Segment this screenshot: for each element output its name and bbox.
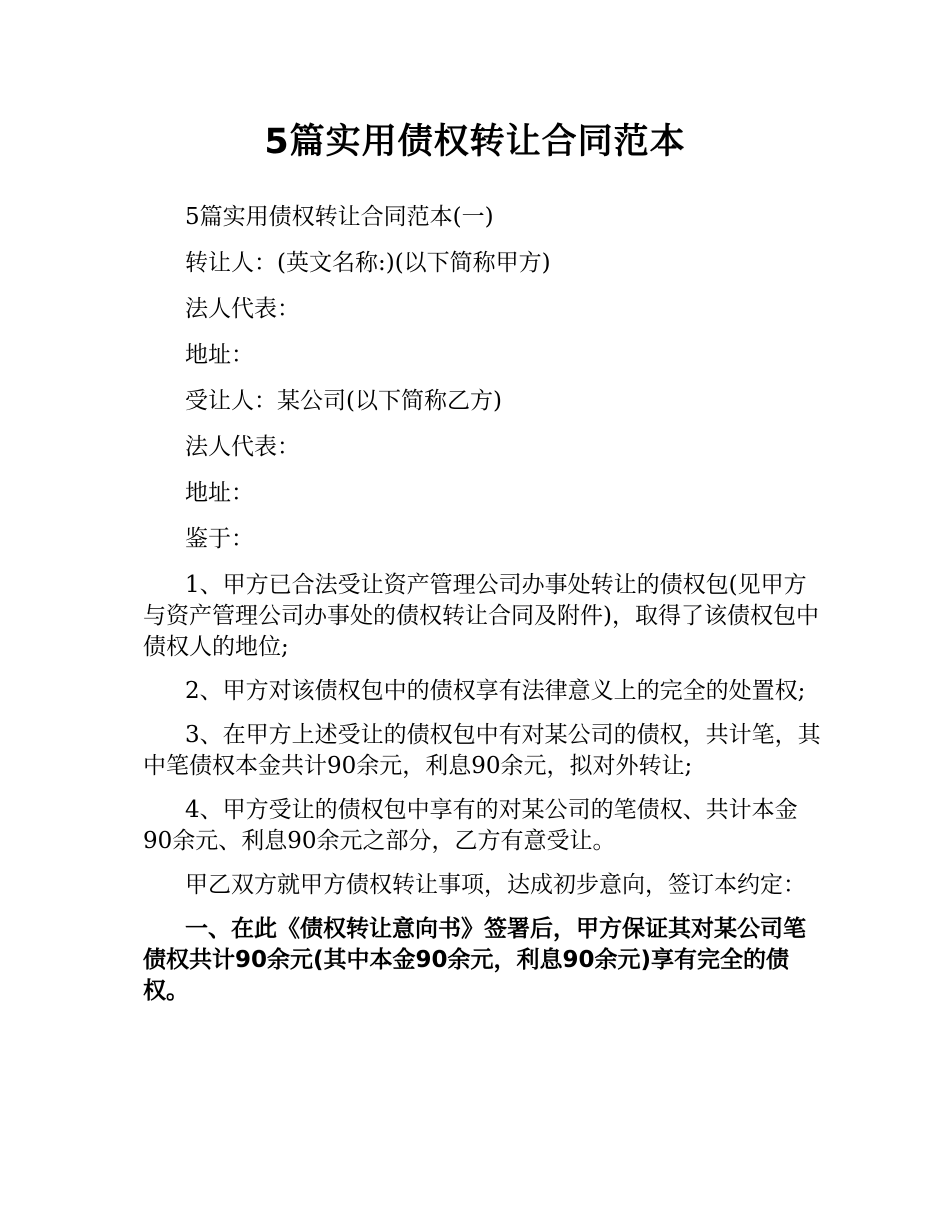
clause-one-paragraph: 一、在此《债权转让意向书》签署后，甲方保证其对某公司笔债权共计90余元(其中本金90余元，利息90余元)享有完全的债权。 xyxy=(143,916,806,1004)
transferor-line: 转让人：(英文名称:)(以下简称甲方) xyxy=(185,250,551,276)
recital-paragraph-4: 4、甲方受让的债权包中享有的对某公司的笔债权、共计本金90余元、利息90余元之部分，乙方有意受让。 xyxy=(143,797,798,854)
agreement-intro-paragraph: 甲乙双方就甲方债权转让事项，达成初步意向，签订本约定： xyxy=(185,872,806,898)
transferee-line: 受让人：某公司(以下简称乙方) xyxy=(185,388,502,414)
recital-paragraph-1: 1、甲方已合法受让资产管理公司办事处转让的债权包(见甲方与资产管理公司办事处的债权转让合同及附件)，取得了该债权包中债权人的地位; xyxy=(143,572,819,660)
transferee-legal-rep-line: 法人代表： xyxy=(185,434,300,460)
transferee-address-line: 地址： xyxy=(185,480,254,506)
whereas-line: 鉴于： xyxy=(185,526,254,552)
document-body xyxy=(143,202,823,1020)
subtitle-line: 5篇实用债权转让合同范本(一) xyxy=(185,204,494,230)
transferor-legal-rep-line: 法人代表： xyxy=(185,296,300,322)
document-title: 5篇实用债权转让合同范本 xyxy=(264,122,686,162)
recital-paragraph-2: 2、甲方对该债权包中的债权享有法律意义上的完全的处置权; xyxy=(185,678,806,704)
transferor-address-line: 地址： xyxy=(185,342,254,368)
recital-paragraph-3: 3、在甲方上述受让的债权包中有对某公司的债权，共计笔，其中笔债权本金共计90余元，利息90余元，拟对外转让; xyxy=(143,722,821,779)
